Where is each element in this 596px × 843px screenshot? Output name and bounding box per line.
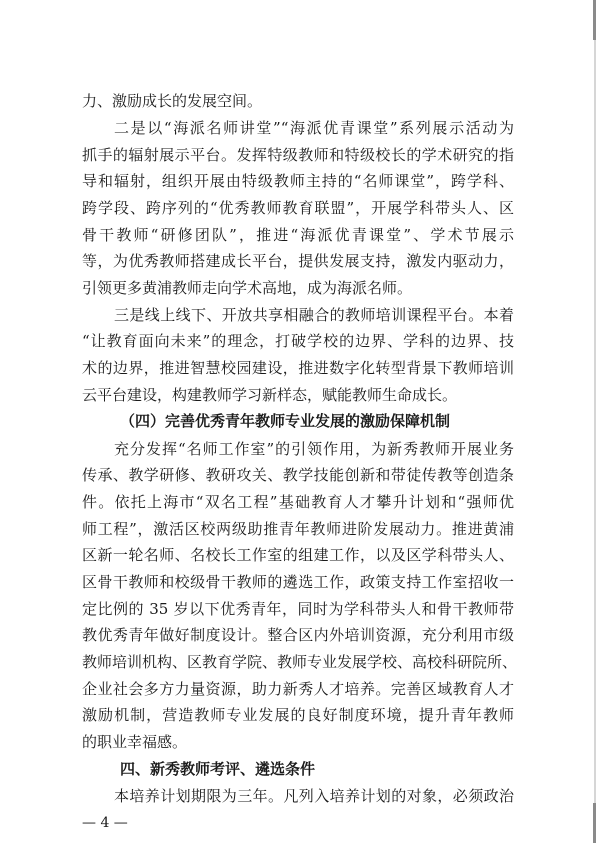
paragraph-line: 抓手的辐射展示平台。发挥特级教师和特级校长的学术研究的指 <box>82 146 514 164</box>
paragraph-line: 力、激励成长的发展空间。 <box>82 92 263 110</box>
paragraph-line: 云平台建设，构建教师学习新样态，赋能教师生命成长。 <box>82 386 458 404</box>
paragraph-line: 骨干教师“研修团队”，推进“海派优青课堂”、学术节展示 <box>82 226 514 244</box>
paragraph-line: 教师培训机构、区教育学院、教师专业发展学校、高校科研院所、 <box>82 653 518 671</box>
paragraph-line: 引领更多黄浦教师走向学术高地，成为海派名师。 <box>82 279 413 297</box>
paragraph-line: 术的边界，推进智慧校园建设，推进数字化转型背景下教师培训 <box>82 359 514 377</box>
paragraph-line: “让教育面向未来”的理念，打破学校的边界、学科的边界、技 <box>82 332 514 350</box>
paragraph-line: 导和辐射，组织开展由特级教师主持的“名师课堂”，跨学科、 <box>82 172 514 190</box>
paragraph-line: 传承、教学研修、教研攻关、教学技能创新和带徒传教等创造条 <box>82 466 514 484</box>
section-heading: 四、新秀教师考评、遴选条件 <box>120 760 316 778</box>
paragraph-line: 充分发挥“名师工作室”的引领作用，为新秀教师开展业务 <box>114 440 514 458</box>
paragraph-line: 区新一轮名师、名校长工作室的组建工作，以及区学科带头人、 <box>82 546 514 564</box>
paragraph-line: 企业社会多方力量资源，助力新秀人才培养。完善区域教育人才 <box>82 680 514 698</box>
paragraph-line: 师工程”，激活区校两级助推青年教师进阶发展动力。推进黄浦 <box>82 520 514 538</box>
paragraph-line: 激励机制，营造教师专业发展的良好制度环境，提升青年教师 <box>82 706 514 724</box>
paragraph-line: 教优秀青年做好制度设计。整合区内外培训资源，充分利用市级 <box>82 626 514 644</box>
paragraph-line: 本培养计划期限为三年。凡列入培养计划的对象，必须政治 <box>114 787 514 805</box>
paragraph-line: 件。依托上海市“双名工程”基础教育人才攀升计划和“强师优 <box>82 493 514 511</box>
paragraph-line: 区骨干教师和校级骨干教师的遴选工作，政策支持工作室招收一 <box>82 573 514 591</box>
paragraph-line: 跨学段、跨序列的“优秀教师教育联盟”，开展学科带头人、区 <box>82 199 514 217</box>
page-number: — 4 — <box>82 815 128 831</box>
paragraph-line: 等，为优秀教师搭建成长平台，提供发展支持，激发内驱动力， <box>82 252 514 270</box>
section-subheading: （四）完善优秀青年教师专业发展的激励保障机制 <box>120 412 451 430</box>
paragraph-line: 的职业幸福感。 <box>82 733 188 751</box>
paragraph-line: 定比例的 35 岁以下优秀青年，同时为学科带头人和骨干教师带 <box>82 600 514 618</box>
paragraph-line: 三是线上线下、开放共享相融合的教师培训课程平台。本着 <box>114 306 514 324</box>
paragraph-line: 二是以“海派名师讲堂”“海派优青课堂”系列展示活动为 <box>114 119 514 137</box>
